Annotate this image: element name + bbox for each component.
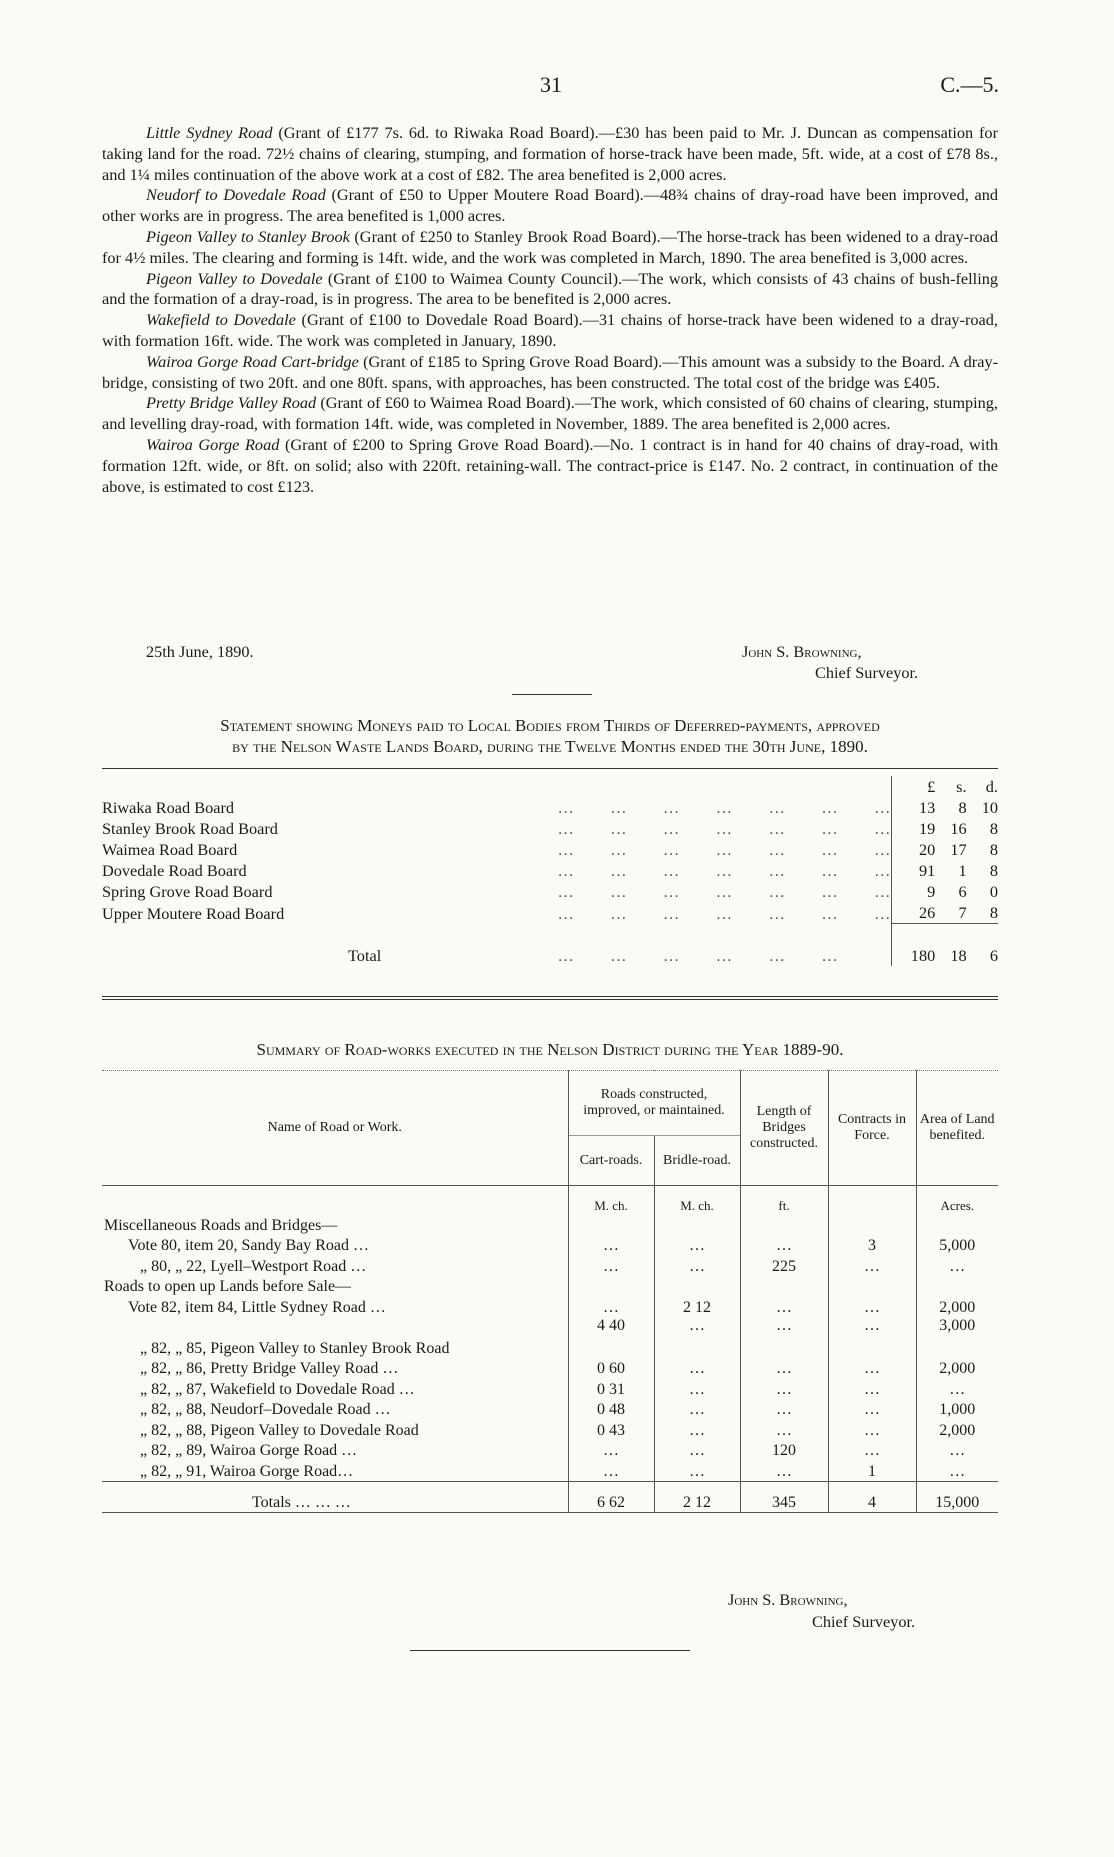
leader-dots: … … … … … … … <box>557 840 892 859</box>
table-row <box>102 839 998 860</box>
amount-pounds: 19 <box>892 818 935 839</box>
bridges-value: … <box>740 1378 828 1399</box>
header-area: Area of Land benefited. <box>916 1071 998 1186</box>
table-row <box>102 797 998 818</box>
paragraph-title: Little Sydney Road <box>146 123 273 142</box>
contracts-value: … <box>828 1358 916 1379</box>
total-pence: 6 <box>967 924 998 967</box>
signature-title: Chief Surveyor. <box>815 663 919 682</box>
contracts-value <box>828 1214 916 1235</box>
signature-date: 25th June, 1890. <box>146 642 254 661</box>
bridle-value: 2 12 <box>654 1296 740 1317</box>
bridges-value: 120 <box>740 1440 828 1461</box>
bridle-value <box>654 1276 740 1297</box>
road-name: „ 82, „ 85, Pigeon Valley to Stanley Brook Road <box>140 1339 450 1357</box>
statement-bottom-rule <box>102 999 998 1000</box>
cart-value: 0 31 <box>568 1378 654 1399</box>
moneys-statement-table <box>102 776 998 966</box>
paragraph <box>102 310 998 352</box>
amount-pounds: 9 <box>892 881 935 902</box>
paragraph-title: Wairoa Gorge Road <box>146 434 280 454</box>
paragraph-title: Wairoa Gorge Road Cart-bridge <box>146 351 359 371</box>
bridle-value: … <box>654 1440 740 1461</box>
road-name: „ 82, „ 91, Wairoa Gorge Road… <box>140 1462 354 1480</box>
total-contracts: 4 <box>828 1481 916 1512</box>
area-value: … <box>916 1440 998 1461</box>
paragraph <box>102 123 998 185</box>
cart-value: … <box>568 1460 654 1481</box>
amount-pounds: 91 <box>892 860 935 881</box>
amount-shillings: 1 <box>958 861 967 880</box>
bridges-value: … <box>740 1399 828 1420</box>
cart-value <box>568 1276 654 1297</box>
paragraph <box>102 227 998 269</box>
table-row <box>102 1399 998 1420</box>
bridges-value: 225 <box>740 1255 828 1276</box>
bridges-value: … <box>740 1317 828 1358</box>
signature-name: John S. Browning, <box>742 642 862 661</box>
table-total-row <box>102 1481 998 1512</box>
paragraph-title: Wakefield to Dovedale <box>146 310 296 330</box>
column-shillings: s. <box>956 777 967 796</box>
cart-value <box>568 1214 654 1235</box>
bridle-value: … <box>654 1255 740 1276</box>
paragraph-title: Pigeon Valley to Dovedale <box>146 268 323 288</box>
unit-contracts <box>828 1186 916 1215</box>
leader-dots: … … … … … … … <box>557 861 892 880</box>
amount-shillings: 16 <box>950 819 967 838</box>
total-cart: 6 62 <box>568 1481 654 1512</box>
bridges-value: … <box>740 1358 828 1379</box>
paragraph-body: (Grant of £100 to Dovedale Road Board).—31 chains of horse-track have been widened to a dray-road, with formation 16ft. wide. The work was completed in January, 1890. <box>102 310 998 350</box>
total-bridges: 345 <box>740 1481 828 1512</box>
table-row <box>102 1276 998 1297</box>
road-name: „ 82, „ 87, Wakefield to Dovedale Road … <box>140 1380 415 1398</box>
contracts-value <box>828 1276 916 1297</box>
board-name: Stanley Brook Road Board <box>102 819 278 838</box>
amount-shillings: 8 <box>958 798 967 817</box>
table-row <box>102 1255 998 1276</box>
contracts-value: … <box>828 1419 916 1440</box>
statement-bottom-rule <box>102 996 998 997</box>
road-name: „ 82, „ 88, Neudorf–Dovedale Road … <box>140 1401 391 1418</box>
amount-pence: 8 <box>989 903 998 922</box>
area-value <box>916 1276 998 1297</box>
area-value: 3,000 <box>916 1317 998 1358</box>
signature-name: John S. Browning, <box>728 1590 848 1609</box>
header-bridle-road: Bridle-road. <box>654 1136 740 1186</box>
area-value: 2,000 <box>916 1419 998 1440</box>
contracts-value: … <box>828 1296 916 1317</box>
bridges-value <box>740 1276 828 1297</box>
table-row <box>102 818 998 839</box>
bridle-value <box>654 1214 740 1235</box>
area-value: 1,000 <box>916 1399 998 1420</box>
contracts-value: … <box>828 1317 916 1358</box>
column-pence: d. <box>985 777 998 796</box>
bridle-value: … <box>654 1399 740 1420</box>
table-row <box>102 1214 998 1235</box>
header-cart-roads: Cart-roads. <box>568 1136 654 1186</box>
leader-dots: … … … … … … … <box>557 882 892 901</box>
leader-dots: … … … … … … … <box>557 819 892 838</box>
road-name: „ 80, „ 22, Lyell–Westport Road … <box>140 1257 367 1275</box>
amount-pounds: 20 <box>892 839 935 860</box>
leader-dots: … … … … … … … <box>557 798 892 817</box>
cart-value: 0 43 <box>568 1419 654 1440</box>
paragraph <box>102 269 998 311</box>
header-bridges: Length of Bridges constructed. <box>740 1071 828 1186</box>
bridle-value: … <box>654 1317 740 1358</box>
contracts-value: … <box>828 1255 916 1276</box>
total-bridle: 2 12 <box>654 1481 740 1512</box>
cart-value: … <box>568 1440 654 1461</box>
area-value <box>916 1214 998 1235</box>
table-row <box>102 860 998 881</box>
unit-bridle: M. ch. <box>654 1186 740 1215</box>
table-row <box>102 902 998 924</box>
cart-value: 0 48 <box>568 1399 654 1420</box>
section-divider <box>512 694 592 695</box>
road-name: Vote 80, item 20, Sandy Bay Road … <box>128 1237 370 1254</box>
bridges-value: … <box>740 1235 828 1256</box>
amount-shillings: 6 <box>958 882 967 901</box>
cart-value: 0 60 <box>568 1358 654 1379</box>
amount-pounds: 13 <box>892 797 935 818</box>
unit-area: Acres. <box>916 1186 998 1215</box>
area-value: 2,000 <box>916 1296 998 1317</box>
column-pounds: £ <box>892 776 935 797</box>
table-row <box>102 1296 998 1317</box>
amount-pence: 8 <box>989 840 998 859</box>
board-name: Spring Grove Road Board <box>102 882 273 901</box>
paragraph-title: Pigeon Valley to Stanley Brook <box>146 226 350 246</box>
table-total-row <box>102 924 998 967</box>
bridges-value: … <box>740 1296 828 1317</box>
document-reference: C.—5. <box>940 72 999 97</box>
area-value: … <box>916 1460 998 1481</box>
table-row <box>102 1419 998 1440</box>
totals-label: Totals … … … <box>102 1481 568 1512</box>
bridges-value: … <box>740 1460 828 1481</box>
road-grants-text <box>102 123 998 497</box>
leader-dots: … … … … … … <box>557 946 839 965</box>
table-row <box>102 1235 998 1256</box>
paragraph-body: (Grant of £185 to Spring Grove Road Board).—This amount was a subsidy to the Board. A dray-bridge, consisting of two 20ft. and one 80ft. spans, with approaches, has been constructed. The total cost of the bridge was £405. <box>102 351 999 392</box>
bridle-value: … <box>654 1419 740 1440</box>
road-name: „ 82, „ 86, Pretty Bridge Valley Road … <box>140 1360 399 1377</box>
cart-value: … <box>568 1255 654 1276</box>
board-name: Waimea Road Board <box>102 840 238 859</box>
road-name: Miscellaneous Roads and Bridges— <box>104 1216 338 1234</box>
bridges-value: … <box>740 1419 828 1440</box>
amount-pence: 8 <box>989 819 998 838</box>
total-area: 15,000 <box>916 1481 998 1512</box>
closing-rule <box>410 1650 690 1651</box>
contracts-value: … <box>828 1399 916 1420</box>
paragraph-body: (Grant of £200 to Spring Grove Road Board).—No. 1 contract is in hand for 40 chains of dray-road, with formation 12ft. wide, or 8ft. on solid; also with 220ft. retaining-wall. The contract-price is £147. No. 2 contract, in continuation of the above, is estimated to cost £123. <box>102 434 998 496</box>
amount-shillings: 17 <box>950 840 967 859</box>
table-row <box>102 881 998 902</box>
table-row <box>102 1317 998 1358</box>
contracts-value: 1 <box>828 1460 916 1481</box>
total-shillings: 18 <box>935 924 966 967</box>
statement-title-line: by the Nelson Waste Lands Board, during the Twelve Months ended the 30th June, 1890. <box>232 737 868 756</box>
statement-top-rule <box>102 768 998 769</box>
board-name: Riwaka Road Board <box>102 798 235 817</box>
amount-shillings: 7 <box>958 903 967 922</box>
units-row <box>102 1186 998 1215</box>
summary-title: Summary of Road-works executed in the Nelson District during the Year 1889-90. <box>256 1040 844 1059</box>
paragraph <box>102 435 998 497</box>
bridges-value <box>740 1214 828 1235</box>
bridle-value: … <box>654 1378 740 1399</box>
cart-value: 4 40 <box>568 1317 654 1358</box>
paragraph-body: (Grant of £60 to Waimea Road Board).—The work, which consisted of 60 chains of clearing, stumping, and levelling dray-road, with formation 14ft. wide, was completed in November, 1889. The area benefited is 2,000 acres. <box>102 393 998 434</box>
cart-value: … <box>568 1296 654 1317</box>
road-name: Vote 82, item 84, Little Sydney Road … <box>128 1298 386 1316</box>
paragraph-body: (Grant of £177 7s. 6d. to Riwaka Road Board).—£30 has been paid to Mr. J. Duncan as compensation for taking land for the road. 72½ chains of clearing, stumping, and formation of horse-track have been made, 5ft. wide, at a cost of £78 8s., and 1¼ miles continuation of the above work at a cost of £82. The area benefited is 2,000 acres. <box>102 123 998 184</box>
road-name: „ 82, „ 89, Wairoa Gorge Road … <box>140 1442 358 1459</box>
bridle-value: … <box>654 1460 740 1481</box>
road-name: „ 82, „ 88, Pigeon Valley to Dovedale Road <box>140 1421 419 1439</box>
paragraph-body: (Grant of £250 to Stanley Brook Road Board).—The horse-track has been widened to a dray-road for 4½ miles. The clearing and forming is 14ft. wide, and the work was completed in March, 1890. The area benefited is 3,000 acres. <box>102 226 999 267</box>
table-row <box>102 1440 998 1461</box>
leader-dots: … … … … … … … <box>557 903 892 923</box>
contracts-value: … <box>828 1378 916 1399</box>
unit-bridges: ft. <box>740 1186 828 1215</box>
road-works-summary-table <box>102 1070 998 1513</box>
cart-value: … <box>568 1235 654 1256</box>
road-name: Roads to open up Lands before Sale— <box>104 1278 352 1295</box>
statement-title <box>102 715 998 757</box>
board-name: Upper Moutere Road Board <box>102 903 285 923</box>
header-contracts: Contracts in Force. <box>828 1071 916 1186</box>
total-label: Total <box>348 946 382 965</box>
paragraph <box>102 352 998 394</box>
bridle-value: … <box>654 1235 740 1256</box>
unit-cart: M. ch. <box>568 1186 654 1215</box>
paragraph-title: Pretty Bridge Valley Road <box>146 393 317 413</box>
area-value: … <box>916 1378 998 1399</box>
statement-title-line: Statement showing Moneys paid to Local Bodies from Thirds of Deferred-payments, approved <box>220 716 880 735</box>
paragraph <box>102 393 998 435</box>
page-number: 31 <box>540 72 562 97</box>
amount-pence: 0 <box>989 882 998 901</box>
header-name: Name of Road or Work. <box>102 1071 568 1186</box>
total-pounds: 180 <box>892 924 935 967</box>
table-row <box>102 1460 998 1481</box>
board-name: Dovedale Road Board <box>102 861 247 880</box>
amount-pounds: 26 <box>892 902 935 924</box>
paragraph-body: (Grant of £50 to Upper Moutere Road Board).—48¾ chains of dray-road have been improved, and other works are in progress. The area benefited is 1,000 acres. <box>102 185 999 226</box>
contracts-value: 3 <box>828 1235 916 1256</box>
area-value: 5,000 <box>916 1235 998 1256</box>
table-row <box>102 1358 998 1379</box>
signature-title: Chief Surveyor. <box>812 1612 916 1631</box>
amount-pence: 8 <box>989 861 998 880</box>
table-header-row <box>102 776 998 797</box>
bridle-value: … <box>654 1358 740 1379</box>
table-row <box>102 1378 998 1399</box>
area-value: 2,000 <box>916 1358 998 1379</box>
paragraph-body: (Grant of £100 to Waimea County Council).—The work, which consists of 43 chains of bush-felling and the formation of a dray-road, is in progress. The area to be benefited is 2,000 acres. <box>102 268 998 309</box>
paragraph <box>102 185 998 227</box>
contracts-value: … <box>828 1440 916 1461</box>
area-value: … <box>916 1255 998 1276</box>
amount-pence: 10 <box>981 798 998 817</box>
header-roads: Roads constructed, improved, or maintained. <box>568 1071 740 1136</box>
paragraph-title: Neudorf to Dovedale Road <box>146 185 326 205</box>
